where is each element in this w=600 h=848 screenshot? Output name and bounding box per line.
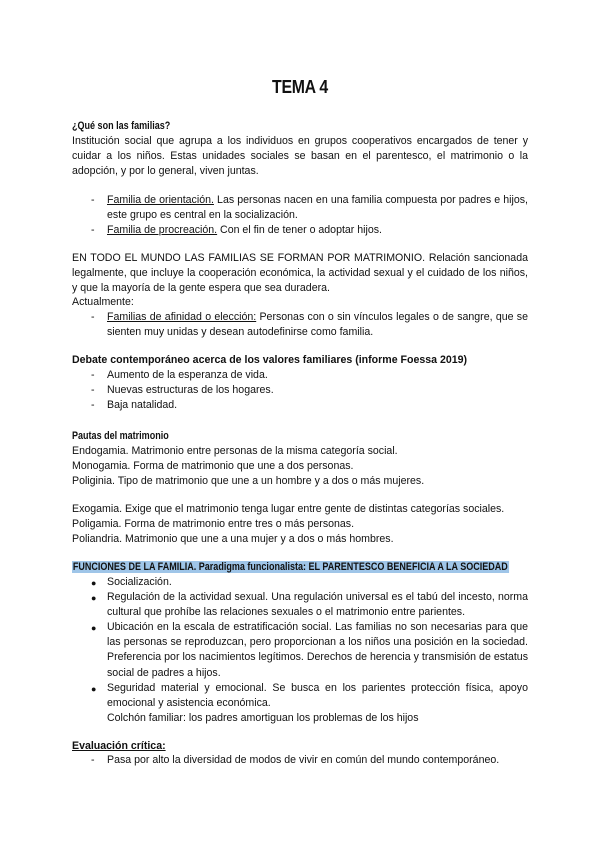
heading-funciones-familia — [72, 560, 509, 575]
list-item: Aumento de la esperanza de vida. — [107, 369, 268, 381]
dash-marker: - — [91, 384, 95, 396]
highlighted-heading: FUNCIONES DE LA FAMILIA. Paradigma funcionalista: EL PARENTESCO BENEFICIA A LA SOCIEDAD — [72, 561, 508, 573]
bullet-dot-icon: ● — [91, 593, 97, 603]
bullet-item-socializacion: Socialización. — [107, 576, 172, 588]
item-text: Con el fin de tener o adoptar hijos. — [217, 224, 383, 236]
heading-que-son-familias: ¿Qué son las familias? — [72, 120, 171, 132]
line-endogamia: Endogamia. Matrimonio entre personas de la misma categoría social. — [72, 445, 398, 457]
dash-marker: - — [91, 194, 95, 206]
line-exogamia: Exogamia. Exige que el matrimonio tenga lugar entre gente de distintas categorías sociales. — [72, 503, 505, 515]
list-item-orientacion — [107, 193, 528, 223]
line-poliginia: Poliginia. Tipo de matrimonio que une a un hombre y a dos o más mujeres. — [72, 475, 425, 487]
heading-debate: Debate contemporáneo acerca de los valores familiares (informe Foessa 2019) — [72, 354, 468, 366]
line-monogamia: Monogamia. Forma de matrimonio que une a dos personas. — [72, 460, 354, 472]
list-item-evaluacion: Pasa por alto la diversidad de modos de vivir en común del mundo contemporáneo. — [107, 754, 500, 766]
term-procreacion: Familia de procreación. — [107, 224, 218, 236]
dash-marker: - — [91, 311, 95, 323]
dash-marker: - — [91, 399, 95, 411]
item-text: Las personas nacen en una familia compuesta por padres e hijos, este grupo es central en la socialización. — [107, 194, 528, 222]
line-poliandria: Poliandria. Matrimonio que une a una mujer y a dos o más hombres. — [72, 533, 394, 545]
heading-pautas-matrimonio: Pautas del matrimonio — [72, 430, 169, 442]
list-item-afinidad — [107, 310, 528, 340]
item-text: Personas con o sin vínculos legales o de sangre, que se sienten muy unidas y desean autodefinirse como familia. — [107, 311, 528, 339]
heading-evaluacion-critica — [72, 739, 166, 754]
page-title: TEMA 4 — [272, 77, 328, 97]
dash-marker: - — [91, 369, 95, 381]
paragraph-matrimonio: EN TODO EL MUNDO LAS FAMILIAS SE FORMAN POR MATRIMONIO. Relación sancionada legalmente, que incluye la cooperación económica, la actividad sexual y el cuidado de los niños, y que la mayoría de la gente espera que sea duradera. — [72, 252, 528, 295]
bullet-dot-icon: ● — [91, 684, 97, 694]
dash-marker: - — [91, 224, 95, 236]
line-poligamia: Poligamia. Forma de matrimonio entre tres o más personas. — [72, 518, 355, 530]
bullet-item-regulacion: Regulación de la actividad sexual. Una regulación universal es el tabú del incesto, norma cultural que prohíbe las relaciones sexuales o el matrimonio entre parientes. — [107, 591, 528, 619]
list-item-procreacion — [107, 223, 528, 238]
bullet-dot-icon: ● — [91, 623, 97, 633]
paragraph-definition: Institución social que agrupa a los individuos en grupos cooperativos encargados de tener y cuidar a los niños. Estas unidades sociales se basan en el parentesco, el matrimonio o la adopción, y por lo general, viven juntas. — [72, 135, 528, 178]
bullet-item-ubicacion: Ubicación en la escala de estratificación social. Las familias no son necesarias para que las personas se reproduzcan, pero proporcionan a los niños una posición en la sociedad. Preferencia por los nacimientos legítimos. Derechos de herencia y transmisión de estatus social de padres a hijos. — [107, 621, 528, 679]
list-item: Baja natalidad. — [107, 399, 178, 411]
term-orientacion: Familia de orientación. — [107, 194, 214, 206]
label-actualmente: Actualmente: — [72, 296, 134, 308]
bullet-item-seguridad: Seguridad material y emocional. Se busca en los parientes protección física, apoyo emocional y asistencia económica. — [107, 682, 528, 710]
term-afinidad: Familias de afinidad o elección: — [107, 311, 257, 323]
list-item: Nuevas estructuras de los hogares. — [107, 384, 274, 396]
colchon-familiar-note: Colchón familiar: los padres amortiguan los problemas de los hijos — [107, 712, 419, 724]
dash-marker: - — [91, 754, 95, 766]
bullet-dot-icon: ● — [91, 578, 97, 588]
evaluacion-critica-label: Evaluación crítica: — [72, 740, 166, 752]
